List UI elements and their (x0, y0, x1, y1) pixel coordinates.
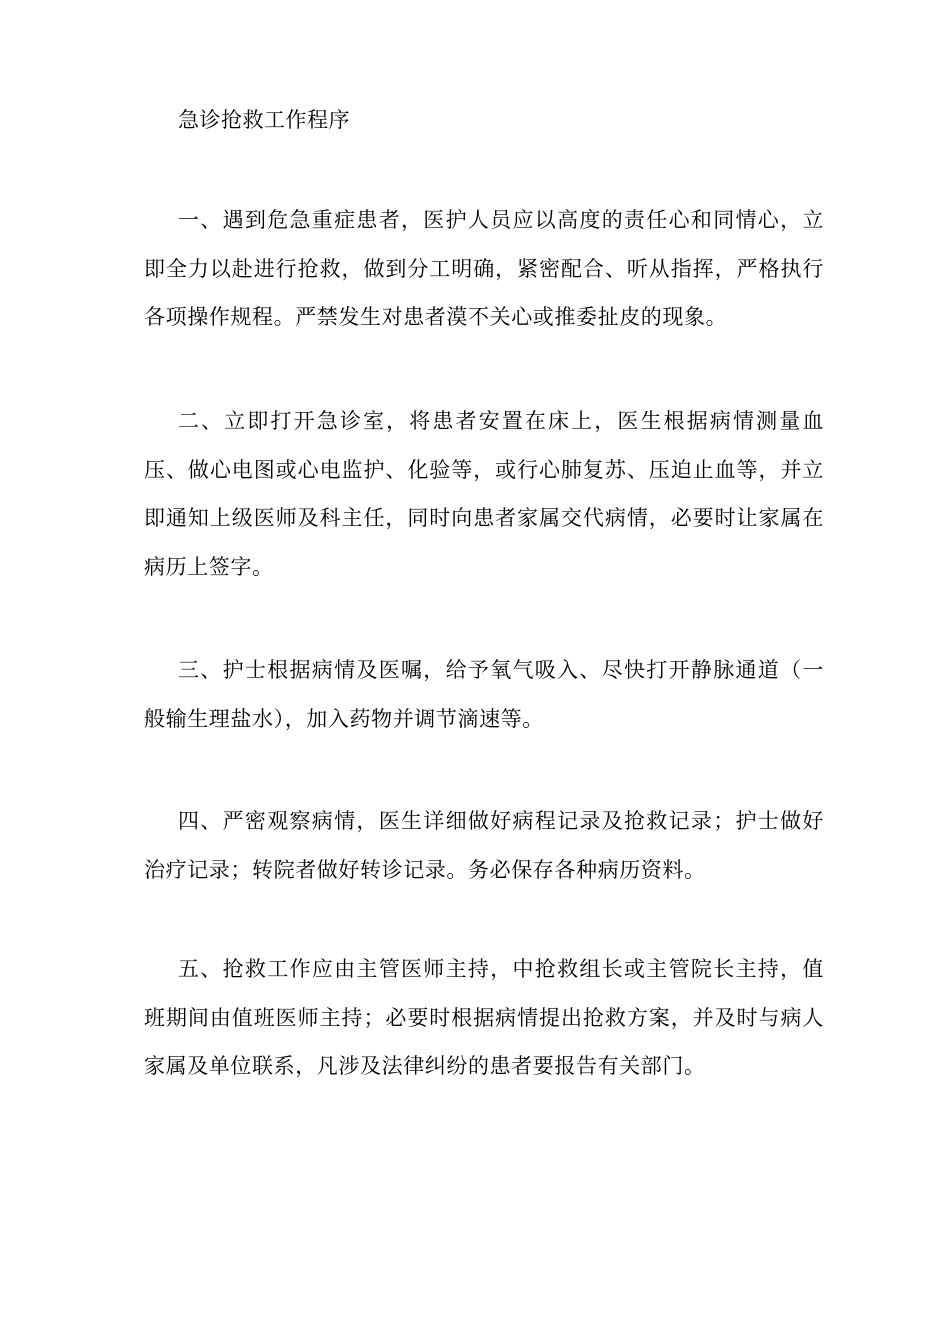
paragraph-2: 二、立即打开急诊室，将患者安置在床上，医生根据病情测量血压、做心电图或心电监护、化验等，或行心肺复苏、压迫止血等，并立即通知上级医师及科主任，同时向患者家属交代病情，必要时让家属在病历上签字。 (144, 409, 824, 579)
paragraph-1: 一、遇到危急重症患者，医护人员应以高度的责任心和同情心，立即全力以赴进行抢救，做到分工明确，紧密配合、听从指挥，严格执行各项操作规程。严禁发生对患者漠不关心或推委扯皮的现象。 (144, 208, 824, 329)
paragraph-4: 四、严密观察病情，医生详细做好病程记录及抢救记录；护士做好治疗记录；转院者做好转诊记录。务必保存各种病历资料。 (144, 809, 824, 882)
paragraph-5: 五、抢救工作应由主管医师主持，中抢救组长或主管院长主持，值班期间由值班医师主持；必要时根据病情提出抢救方案，并及时与病人家属及单位联系，凡涉及法律纠纷的患者要报告有关部门。 (144, 957, 824, 1078)
document-title: 急诊抢救工作程序 (178, 108, 350, 132)
paragraph-3: 三、护士根据病情及医嘱，给予氧气吸入、尽快打开静脉通道（一般输生理盐水），加入药物并调节滴速等。 (144, 658, 824, 731)
